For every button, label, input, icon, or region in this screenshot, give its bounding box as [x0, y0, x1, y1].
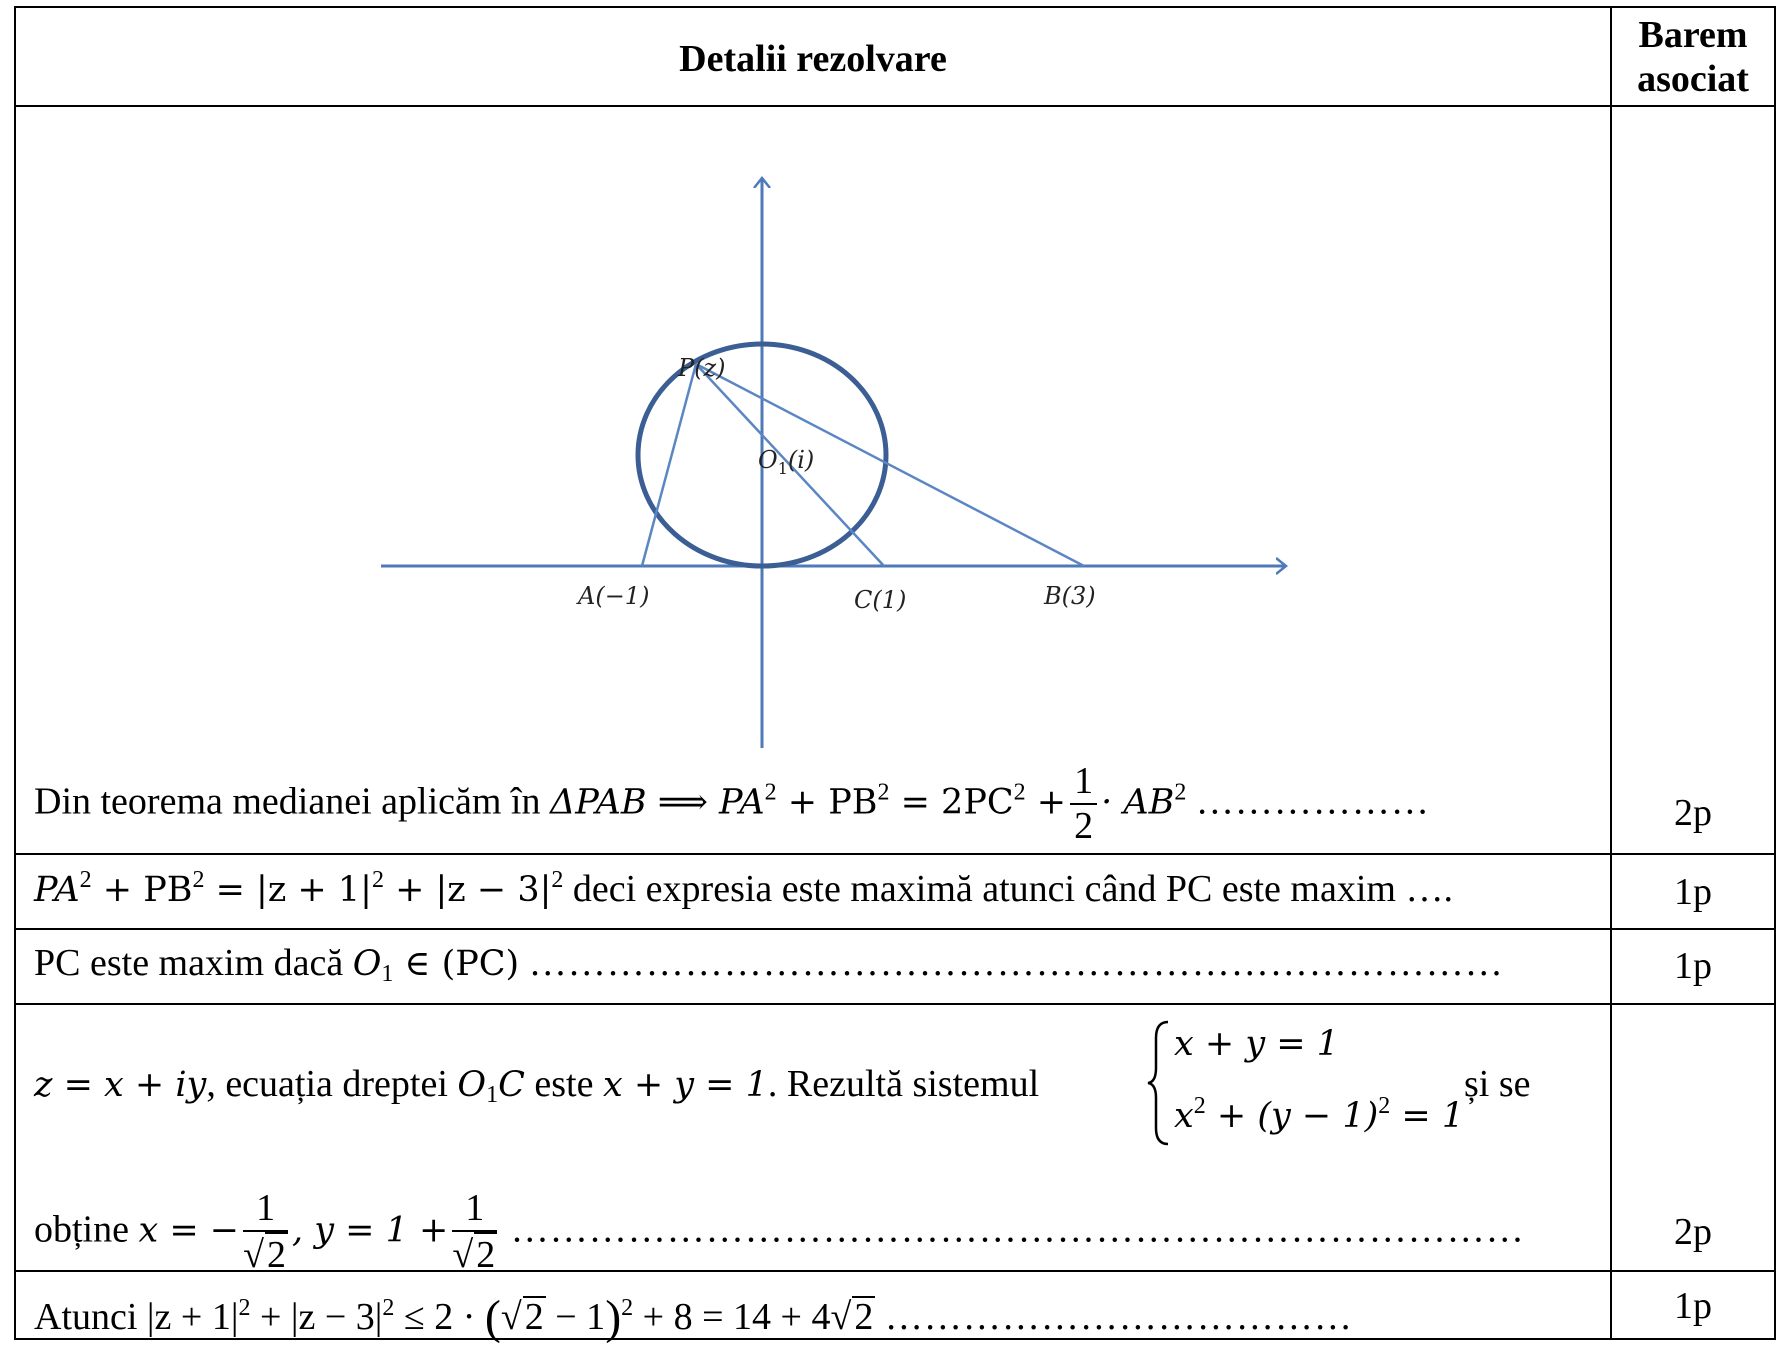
scoring-table — [14, 6, 1776, 1344]
header-details: Detalii rezolvare — [679, 38, 947, 80]
segment-pa — [642, 364, 696, 566]
score-row-2: 1p — [1674, 871, 1712, 913]
score-row-4: 2p — [1674, 1211, 1712, 1253]
system-brace — [1144, 1018, 1174, 1148]
row-5-text: Atunci $|z + 1|^2 + |z - 3|^2 \le 2 \cdot (√2 - 1)^2 + 8 = 14 + 4√2$ ……………………………… — [34, 1291, 1353, 1344]
row-4-line-2: obține x = − $\frac{1}{√2}$ , y = 1 + $\frac{1}{√2}$ …………………………………………………………………… — [34, 1187, 1525, 1276]
row-divider — [16, 1003, 1774, 1005]
system-line-2: $x^2 + (y - 1)^2 = 1$ — [1174, 1093, 1465, 1136]
geometry-figure — [356, 158, 1306, 758]
fraction-half: $\frac{1}{2}$ — [1070, 761, 1097, 848]
row-1-text: Din teorema medianei aplicăm în ΔPAB ⟹ $PA^2 + PB^2 = 2PC^2$ + $\frac{1}{2}$ · $AB^2$ ……………… — [34, 760, 1430, 847]
segment-pb — [696, 364, 1084, 566]
header-score: Barem asociat — [1637, 14, 1749, 100]
label-a: A(−1) — [578, 582, 650, 610]
row-4-text-cont: și se — [1464, 1063, 1531, 1105]
label-o1: $O_1(i)$ — [758, 446, 815, 478]
fraction-y: $\frac{1}{√2}$ — [452, 1187, 496, 1276]
row-3-text: PC este maxim dacă $O_1$ ∈ (PC) ………………………………………………………………… — [34, 942, 1504, 987]
label-b: B(3) — [1044, 582, 1096, 610]
row-4-line-1: z = x + iy, ecuația dreptei $O_1C$ este x + y = 1. Rezultă sistemul — [34, 1063, 1040, 1108]
row-divider — [16, 928, 1774, 930]
label-c: C(1) — [854, 586, 907, 614]
score-row-3: 1p — [1674, 945, 1712, 987]
row-divider — [16, 853, 1774, 855]
column-divider — [1610, 8, 1612, 1338]
label-p: P(z) — [678, 354, 726, 382]
score-row-1: 2p — [1674, 792, 1712, 834]
system-line-1: x + y = 1 — [1174, 1024, 1339, 1064]
row-2-text: $PA^2 + PB^2 = |z + 1|^2 + |z - 3|^2$ deci expresia este maximă atunci când PC este maxim …. — [34, 867, 1453, 910]
header-divider — [16, 105, 1774, 107]
fraction-x: $\frac{1}{√2}$ — [243, 1187, 286, 1276]
score-row-5: 1p — [1674, 1285, 1712, 1327]
